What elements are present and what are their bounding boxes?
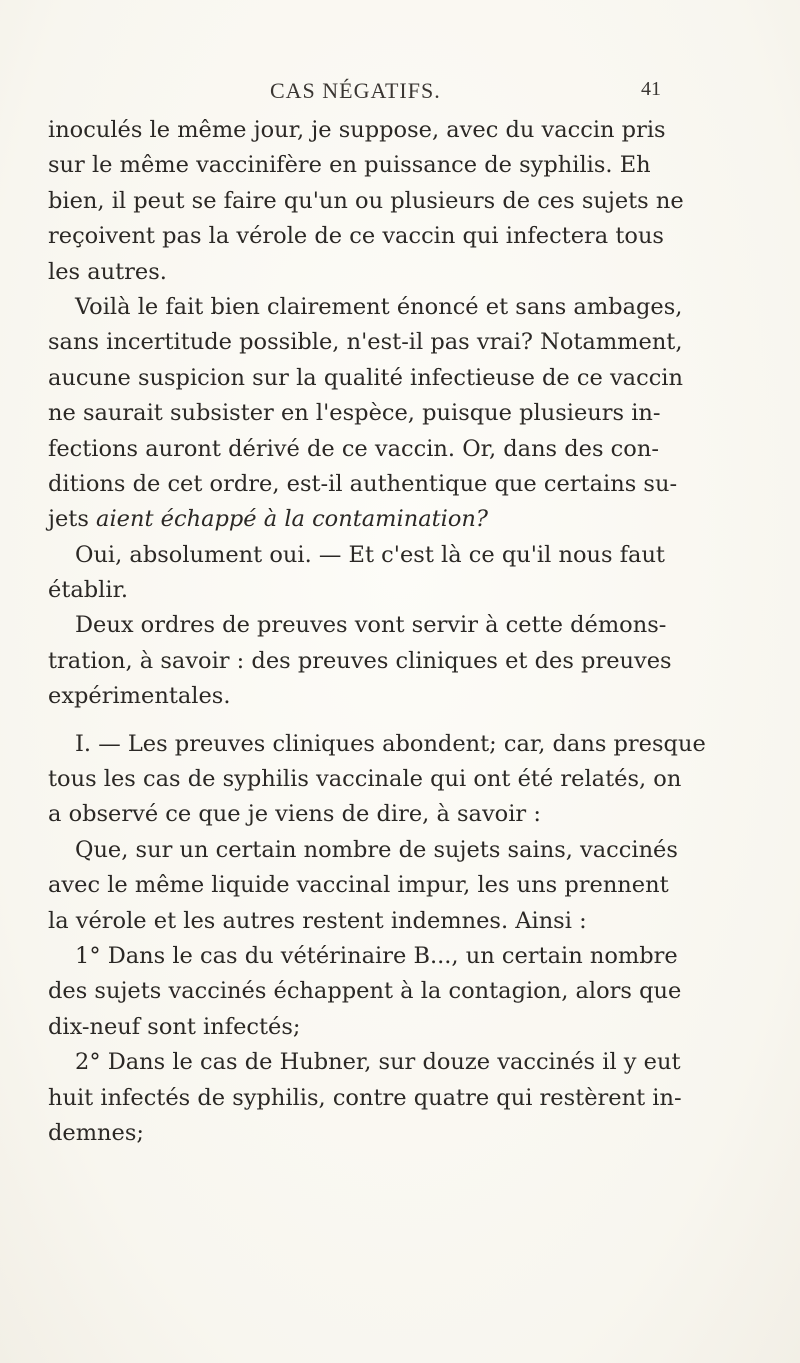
text-line: Oui, absolument oui. — Et c'est là ce qu'il nous faut <box>75 541 665 568</box>
body-text <box>48 113 706 1151</box>
text-line: aucune suspicion sur la qualité infectieuse de ce vaccin <box>48 364 683 391</box>
text-line: établir. <box>48 577 129 604</box>
text-line: huit infectés de syphilis, contre quatre qui restèrent in- <box>48 1084 682 1111</box>
text-line: fections auront dérivé de ce vaccin. Or, dans des con- <box>48 435 659 462</box>
text-line: expérimentales. <box>48 683 231 710</box>
text-line: avec le même liquide vaccinal impur, les uns prennent <box>48 872 669 899</box>
running-title: CAS NÉGATIFS. <box>270 78 441 103</box>
text-line: la vérole et les autres restent indemnes. Ainsi : <box>48 907 587 934</box>
text-line: sans incertitude possible, n'est-il pas vrai? Notamment, <box>48 329 683 356</box>
paragraph <box>48 290 683 538</box>
text-line: demnes; <box>48 1119 144 1146</box>
text-line: reçoivent pas la vérole de ce vaccin qui infectera tous <box>48 223 664 250</box>
text-line: les autres. <box>48 258 167 285</box>
paragraph <box>48 727 706 833</box>
paragraph <box>48 608 672 714</box>
page-number: 41 <box>641 78 661 100</box>
text-line: I. — Les preuves cliniques abondent; car, dans presque <box>75 730 706 757</box>
text-line: bien, il peut se faire qu'un ou plusieurs de ces sujets ne <box>48 187 684 214</box>
text-line: inoculés le même jour, je suppose, avec du vaccin pris <box>48 117 666 143</box>
text-line: dix-neuf sont infectés; <box>48 1013 301 1040</box>
text-line: ditions de cet ordre, est-il authentique que certains su- <box>48 470 678 497</box>
italic-text: aient échappé à la contamination? <box>96 506 488 533</box>
text-fragment: jets <box>48 506 97 533</box>
text-line: Voilà le fait bien clairement énoncé et sans ambages, <box>75 293 683 320</box>
text-line: a observé ce que je viens de dire, à savoir : <box>48 801 541 828</box>
text-line: ne saurait subsister en l'espèce, puisque plusieurs in- <box>48 400 661 427</box>
paragraph <box>48 833 678 939</box>
text-line: Deux ordres de preuves vont servir à cette démons- <box>75 612 667 639</box>
paragraph <box>48 113 684 290</box>
text-line: Que, sur un certain nombre de sujets sains, vaccinés <box>75 836 678 863</box>
paragraph <box>48 1045 682 1151</box>
text-line: des sujets vaccinés échappent à la contagion, alors que <box>48 978 682 1005</box>
paragraph <box>48 538 665 609</box>
text-line: 2° Dans le cas de Hubner, sur douze vaccinés il y eut <box>75 1049 681 1076</box>
text-line <box>48 502 648 537</box>
page-header <box>0 78 800 108</box>
section-gap <box>48 715 648 727</box>
text-line: tous les cas de syphilis vaccinale qui ont été relatés, on <box>48 766 682 793</box>
text-line: sur le même vaccinifère en puissance de syphilis. Eh <box>48 152 651 179</box>
text-line: tration, à savoir : des preuves cliniques et des preuves <box>48 647 672 674</box>
text-line: 1° Dans le cas du vétérinaire B..., un certain nombre <box>75 942 678 969</box>
paragraph <box>48 939 682 1045</box>
